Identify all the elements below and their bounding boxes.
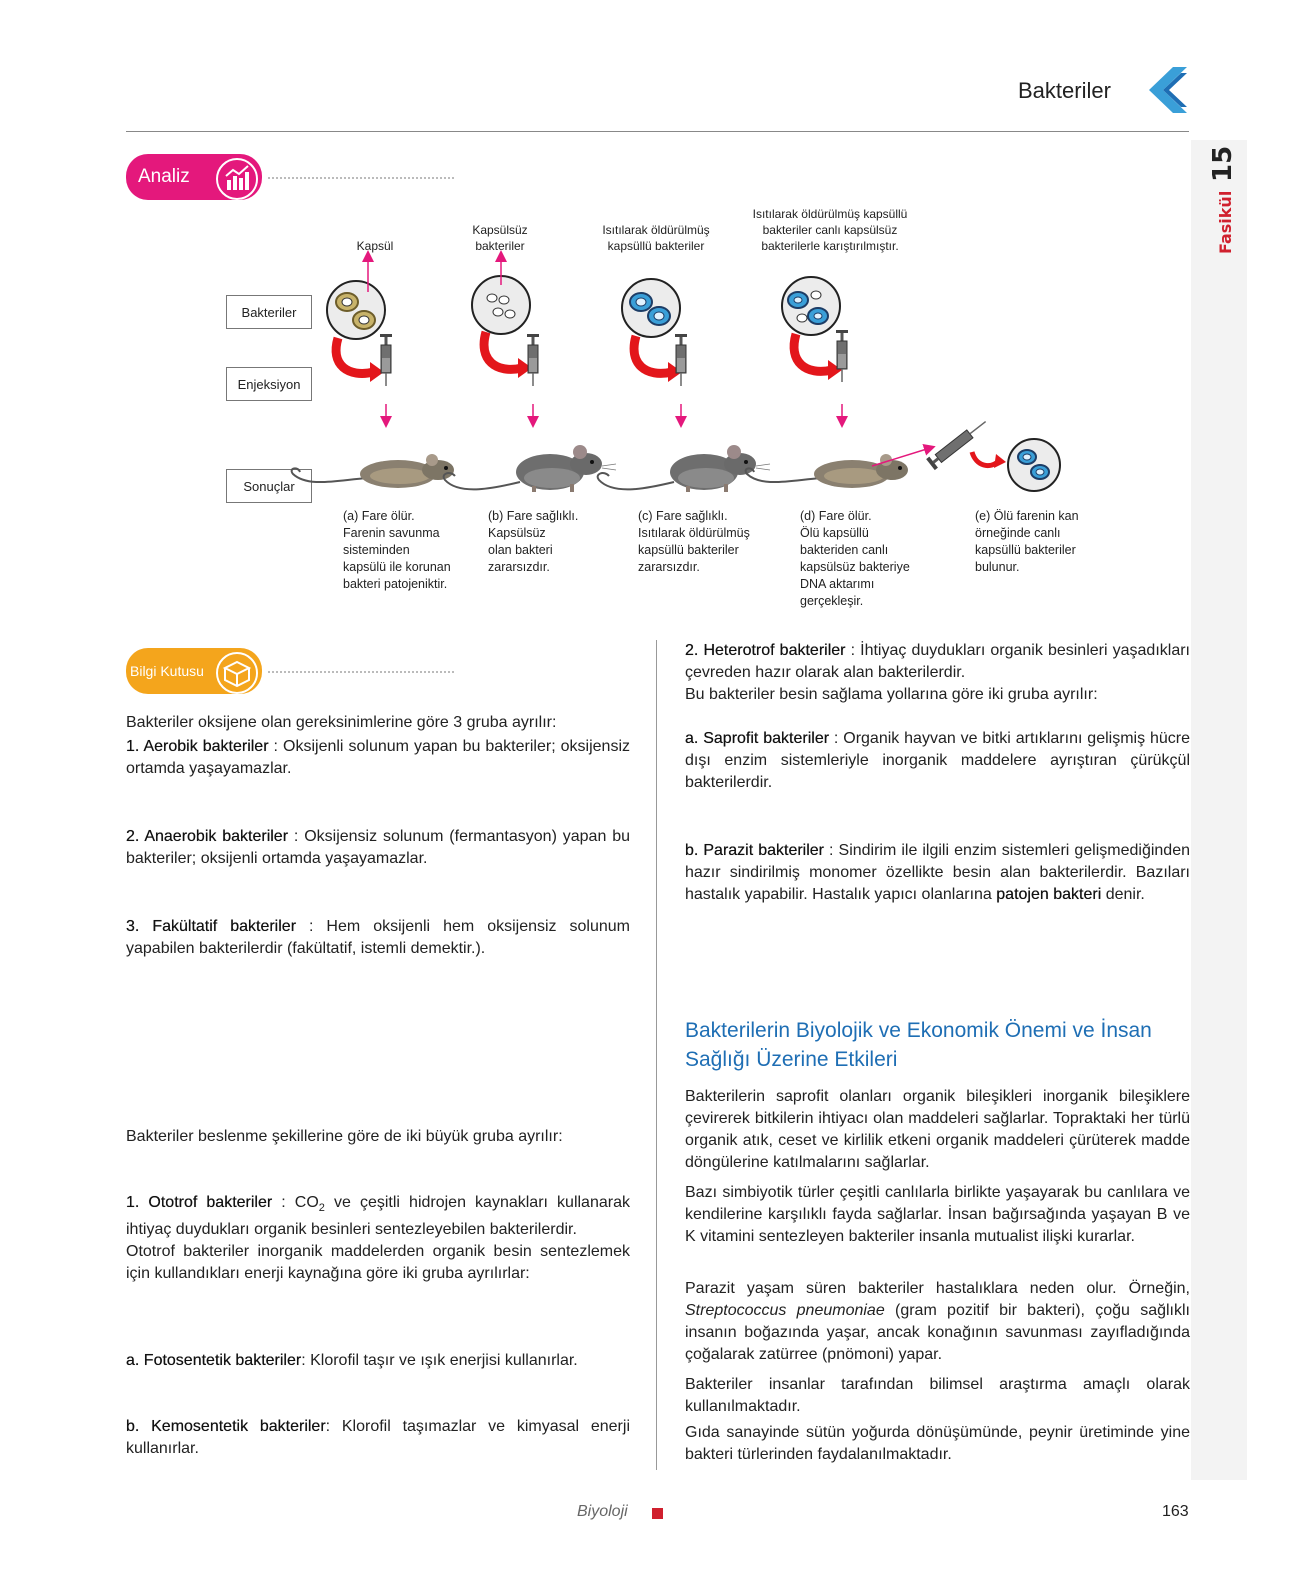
row-enjeksiyon: Enjeksiyon xyxy=(226,367,312,401)
caption-line: (d) Fare ölür. xyxy=(800,509,872,523)
footer-marker xyxy=(652,1508,663,1519)
caption-line: Isıtılarak öldürülmüş xyxy=(638,526,750,540)
fakultatif-text: : Hem oksijenli hem oksijensiz solunum yapabilen bakterilerdir (fakültatif, istemli demektir.). xyxy=(126,918,631,957)
importance-paragraph-3 xyxy=(685,1278,1190,1366)
caption-line: kapsülsüz bakteriye xyxy=(800,560,910,574)
saprofit-paragraph xyxy=(685,728,1190,794)
aerobik-text: : Oksijenli solunum yapan bu bakteriler; oksijensiz ortamda yaşayamazlar. xyxy=(126,738,631,777)
caption-line: (c) Fare sağlıklı. xyxy=(638,509,728,523)
heterotrof-text-b: Bu bakteriler besin sağlama yollarına göre iki gruba ayrılır: xyxy=(685,686,1098,703)
aerobik-paragraph xyxy=(126,736,630,780)
caption-line: DNA aktarımı xyxy=(800,577,875,591)
anaerobik-term: 2. Anaerobik bakteriler xyxy=(126,828,289,845)
caption-line: kapsülü ile korunan xyxy=(343,560,451,574)
caption-line: sisteminden xyxy=(343,543,410,557)
bilgi-kutusu-label: Bilgi Kutusu xyxy=(130,663,204,679)
fotosentetik-paragraph xyxy=(126,1350,630,1372)
caption-c xyxy=(638,508,778,576)
caption-d xyxy=(800,508,940,610)
caption-line: Ölü kapsüllü xyxy=(800,526,869,540)
row-sonuclar: Sonuçlar xyxy=(226,469,312,503)
row-bakteriler: Bakteriler xyxy=(226,295,312,329)
ototrof-term: 1. Ototrof bakteriler xyxy=(126,1194,273,1211)
section-heading: Bakterilerin Biyolojik ve Ekonomik Önemi ve İnsan Sağlığı Üzerine Etkileri xyxy=(685,1019,1152,1071)
patojen-term: patojen bakteri xyxy=(996,886,1102,903)
caption-line: (a) Fare ölür. xyxy=(343,509,415,523)
fotosentetik-term: a. Fotosentetik bakteriler xyxy=(126,1352,302,1369)
importance-paragraph-1: Bakterilerin saprofit olanları organik bileşikleri inorganik bileşiklere çevirerek bitkilerin ihtiyacı olan maddeleri sağlarlar. Topraktaki her türlü organik atık, ceset ve kirlilik etkeni organik maddeleri çürüterek madde döngülerine katılmalarını sağlarlar. xyxy=(685,1088,1190,1171)
heterotrof-text: : İhtiyaç duydukları organik besinleri yaşadıkları çevreden hazır olarak alan bakterilerdir. xyxy=(685,642,1190,681)
p3-text-a: Parazit yaşam süren bakteriler hastalıklara neden olur. Örneğin, xyxy=(685,1280,1190,1297)
caption-line: bulunur. xyxy=(975,560,1020,574)
saprofit-term: a. Saprofit bakteriler xyxy=(685,730,830,747)
label-kapsul: Kapsül xyxy=(356,239,394,253)
caption-b xyxy=(488,508,618,576)
label-karisim: Isıtılarak öldürülmüş kapsüllü bakteriler canlı kapsülsüz bakterilerle karıştırılmıştır. xyxy=(752,207,908,253)
importance-paragraph-2: Bazı simbiyotik türler çeşitli canlılarla birlikte yaşayarak bu canlılara ve kendilerine karşılıklı fayda sağlarlar. İnsan bağırsağında yaşayan B ve K vitamini sentezleyen bakteriler insanla mutualist ilişki kurarlar. xyxy=(685,1184,1190,1245)
kemosentetik-paragraph xyxy=(126,1416,630,1460)
saprofit-text: : Organik hayvan ve bitki artıklarını gelişmiş hücre dışı enzim sistemleriyle inorganik maddelere ayrıştıran çürükçül bakterilerdir. xyxy=(685,730,1190,791)
ototrof-text-b: ve çeşitli hidrojen kaynakları kullanarak ihtiyaç duydukları organik besinleri sentezleyebilen bakterilerdir. xyxy=(126,1194,630,1239)
importance-paragraph-4: Bakteriler insanlar tarafından bilimsel araştırma amaçlı olarak kullanılmaktadır. xyxy=(685,1376,1190,1415)
caption-line: Farenin savunma xyxy=(343,526,440,540)
caption-line: kapsüllü bakteriler xyxy=(975,543,1076,557)
caption-line: zararsızdır. xyxy=(638,560,700,574)
kemosentetik-text: : Klorofil taşımazlar ve kimyasal enerji kullanırlar. xyxy=(126,1418,630,1457)
parazit-term: b. Parazit bakteriler xyxy=(685,842,825,859)
bilgi-dots xyxy=(268,671,454,673)
caption-line: (b) Fare sağlıklı. xyxy=(488,509,579,523)
fasikul-word: Fasikül xyxy=(1216,190,1235,254)
species-name: Streptococcus pneumoniae xyxy=(685,1302,885,1319)
box-icon xyxy=(216,652,258,694)
caption-line: olan bakteri xyxy=(488,543,553,557)
ototrof-text-c: Ototrof bakteriler inorganik maddelerden organik besin sentezlemek için kullandıkları enerji kaynağına göre iki gruba ayrılırlar: xyxy=(126,1243,630,1283)
parazit-text: : Sindirim ile ilgili enzim sistemleri gelişmediğinden hazır sindirilmiş monomer özellikte besin alan bakterilerdir. Bazıları hastalık yapabilir. Hastalık yapıcı olanlarına xyxy=(685,842,1191,903)
ototrof-paragraph xyxy=(126,1192,630,1285)
caption-line: (e) Ölü farenin kan xyxy=(975,509,1079,523)
caption-line: zararsızdır. xyxy=(488,560,550,574)
page-number: 163 xyxy=(1162,1503,1189,1520)
caption-line: kapsüllü bakteriler xyxy=(638,543,739,557)
anaerobik-paragraph xyxy=(126,826,630,870)
label-kapsulsuz: Kapsülsüz bakteriler xyxy=(472,223,528,253)
ototrof-text-a: : CO xyxy=(272,1194,319,1211)
fotosentetik-text: : Klorofil taşır ve ışık enerjisi kullanırlar. xyxy=(301,1352,578,1369)
analiz-label: Analiz xyxy=(138,166,190,187)
ototrof-subscript: 2 xyxy=(318,1202,325,1215)
caption-line: örneğinde canlı xyxy=(975,526,1061,540)
fasikul-number: 15 xyxy=(1208,145,1238,182)
page-header-title: Bakteriler xyxy=(1018,78,1111,103)
caption-e xyxy=(975,508,1115,576)
oxygen-intro: Bakteriler oksijene olan gereksinimlerine göre 3 gruba ayrılır: xyxy=(126,714,557,731)
parazit-paragraph xyxy=(685,840,1190,906)
caption-line: bakteriden canlı xyxy=(800,543,889,557)
caption-line: Kapsülsüz xyxy=(488,526,546,540)
fakultatif-term: 3. Fakültatif bakteriler xyxy=(126,918,297,935)
heterotrof-term: 2. Heterotrof bakteriler xyxy=(685,642,846,659)
p3-text-b: (gram pozitif bir bakteri), çoğu sağlıklı insanın boğazında yaşar, ancak konağının savunması zayıfladığında çoğalarak zatürree (pnömoni) yapar. xyxy=(685,1302,1190,1363)
fakultatif-paragraph xyxy=(126,916,630,960)
anaerobik-text: : Oksijensiz solunum (fermantasyon) yapan bu bakteriler; oksijenli ortamda yaşayamazlar. xyxy=(126,828,630,867)
caption-line: bakteri patojeniktir. xyxy=(343,577,448,591)
beslenme-intro: Bakteriler beslenme şekillerine göre de iki büyük gruba ayrılır: xyxy=(126,1128,563,1145)
column-divider xyxy=(656,640,657,1470)
kemosentetik-term: b. Kemosentetik bakteriler xyxy=(126,1418,326,1435)
aerobik-term: 1. Aerobik bakteriler xyxy=(126,738,269,755)
bilgi-kutusu-badge xyxy=(126,648,262,694)
importance-paragraph-5: Gıda sanayinde sütün yoğurda dönüşümünde, peynir üretiminde yine bakteri türlerinden faydalanılmaktadır. xyxy=(685,1424,1190,1463)
heterotrof-paragraph xyxy=(685,640,1190,706)
label-isitilmis: Isıtılarak öldürülmüş kapsüllü bakteriler xyxy=(602,223,710,253)
caption-a xyxy=(343,508,473,593)
footer-subject: Biyoloji xyxy=(577,1503,628,1520)
parazit-end: denir. xyxy=(1101,886,1145,903)
caption-line: gerçekleşir. xyxy=(800,594,864,608)
